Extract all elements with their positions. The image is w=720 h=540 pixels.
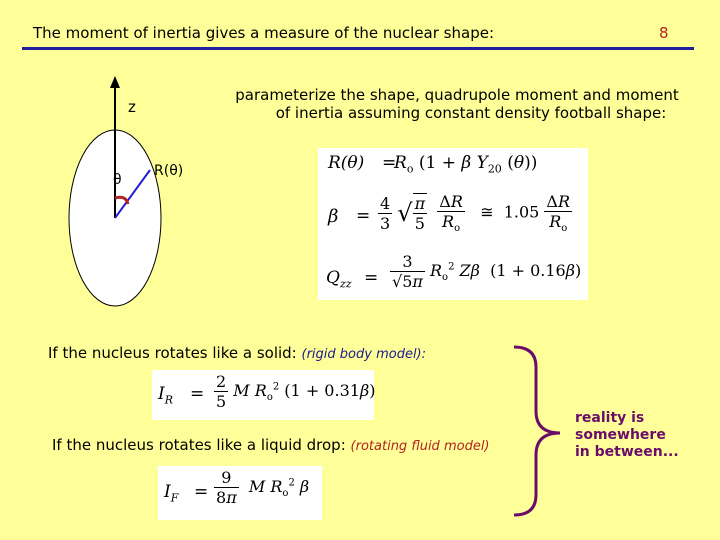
eq-if-equals: = xyxy=(194,482,209,502)
eq-ir-equals: = xyxy=(190,384,205,404)
eq-beta-equals: = xyxy=(356,206,371,226)
rigid-body-note: (rigid body model): xyxy=(301,347,427,362)
slide-number: 8 xyxy=(659,24,669,42)
eq-beta-lhs: β xyxy=(328,206,339,227)
eq-if-rhs: $\frac{9}{8\pi}$ M $R_o^2$ β xyxy=(216,468,310,507)
reality-line-1: reality is xyxy=(575,410,645,426)
eq-r-lhs: R(θ) xyxy=(328,153,365,173)
rigid-inertia-box xyxy=(152,370,374,420)
right-brace xyxy=(510,345,570,517)
eq-if-lhs: $I_F$ xyxy=(164,482,179,505)
eq-qzz-rhs: $\frac{3}{√5\pi}$ $R_o^2$ Zβ (1 + 0.16β) xyxy=(392,252,582,291)
solid-statement xyxy=(48,344,426,362)
intro-line-1: parameterize the shape, quadrupole moment and moment xyxy=(235,86,679,104)
z-axis-arrowhead xyxy=(110,76,120,88)
eq-qzz-equals: = xyxy=(364,268,379,288)
z-axis-label: z xyxy=(128,98,136,116)
reality-line-2: somewhere xyxy=(575,427,666,443)
liquid-statement xyxy=(52,436,490,454)
title-divider xyxy=(22,47,694,50)
eq-ir-lhs: $I_R$ xyxy=(158,384,174,407)
fluid-inertia-box xyxy=(158,466,322,520)
brace-path xyxy=(514,347,560,515)
reality-line-3: in between... xyxy=(575,444,679,460)
r-theta-label: R(θ) xyxy=(154,163,184,179)
eq-beta-rhs: $\frac{4}{3}$ √ $\frac{\pi}{5}$ $\frac{\Delta R}{R_o}$ ≅ 1.05 $\frac{\Delta R}{R_o}$ xyxy=(380,192,571,235)
eq-r-equals: = xyxy=(382,153,397,173)
slide-title: The moment of inertia gives a measure of the nuclear shape: xyxy=(33,24,494,42)
eq-r-rhs: $R_o$ (1 + β $Y_{20}$ (θ)) xyxy=(394,153,538,176)
eq-ir-rhs: $\frac{2}{5}$ M $R_o^2$ (1 + 0.31β) xyxy=(216,372,376,411)
liquid-text: If the nucleus rotates like a liquid drop: xyxy=(52,436,346,454)
theta-label: θ xyxy=(113,172,122,188)
rotating-fluid-note: (rotating fluid model) xyxy=(350,439,490,454)
solid-text: If the nucleus rotates like a solid: xyxy=(48,344,297,362)
shape-equations-box xyxy=(318,148,588,300)
reality-note xyxy=(575,410,685,461)
intro-line-2: of inertia assuming constant density football shape: xyxy=(275,104,667,122)
nucleus-diagram xyxy=(60,70,190,310)
eq-qzz-lhs: $Q_{zz}$ xyxy=(326,268,352,291)
intro-text xyxy=(232,86,682,122)
